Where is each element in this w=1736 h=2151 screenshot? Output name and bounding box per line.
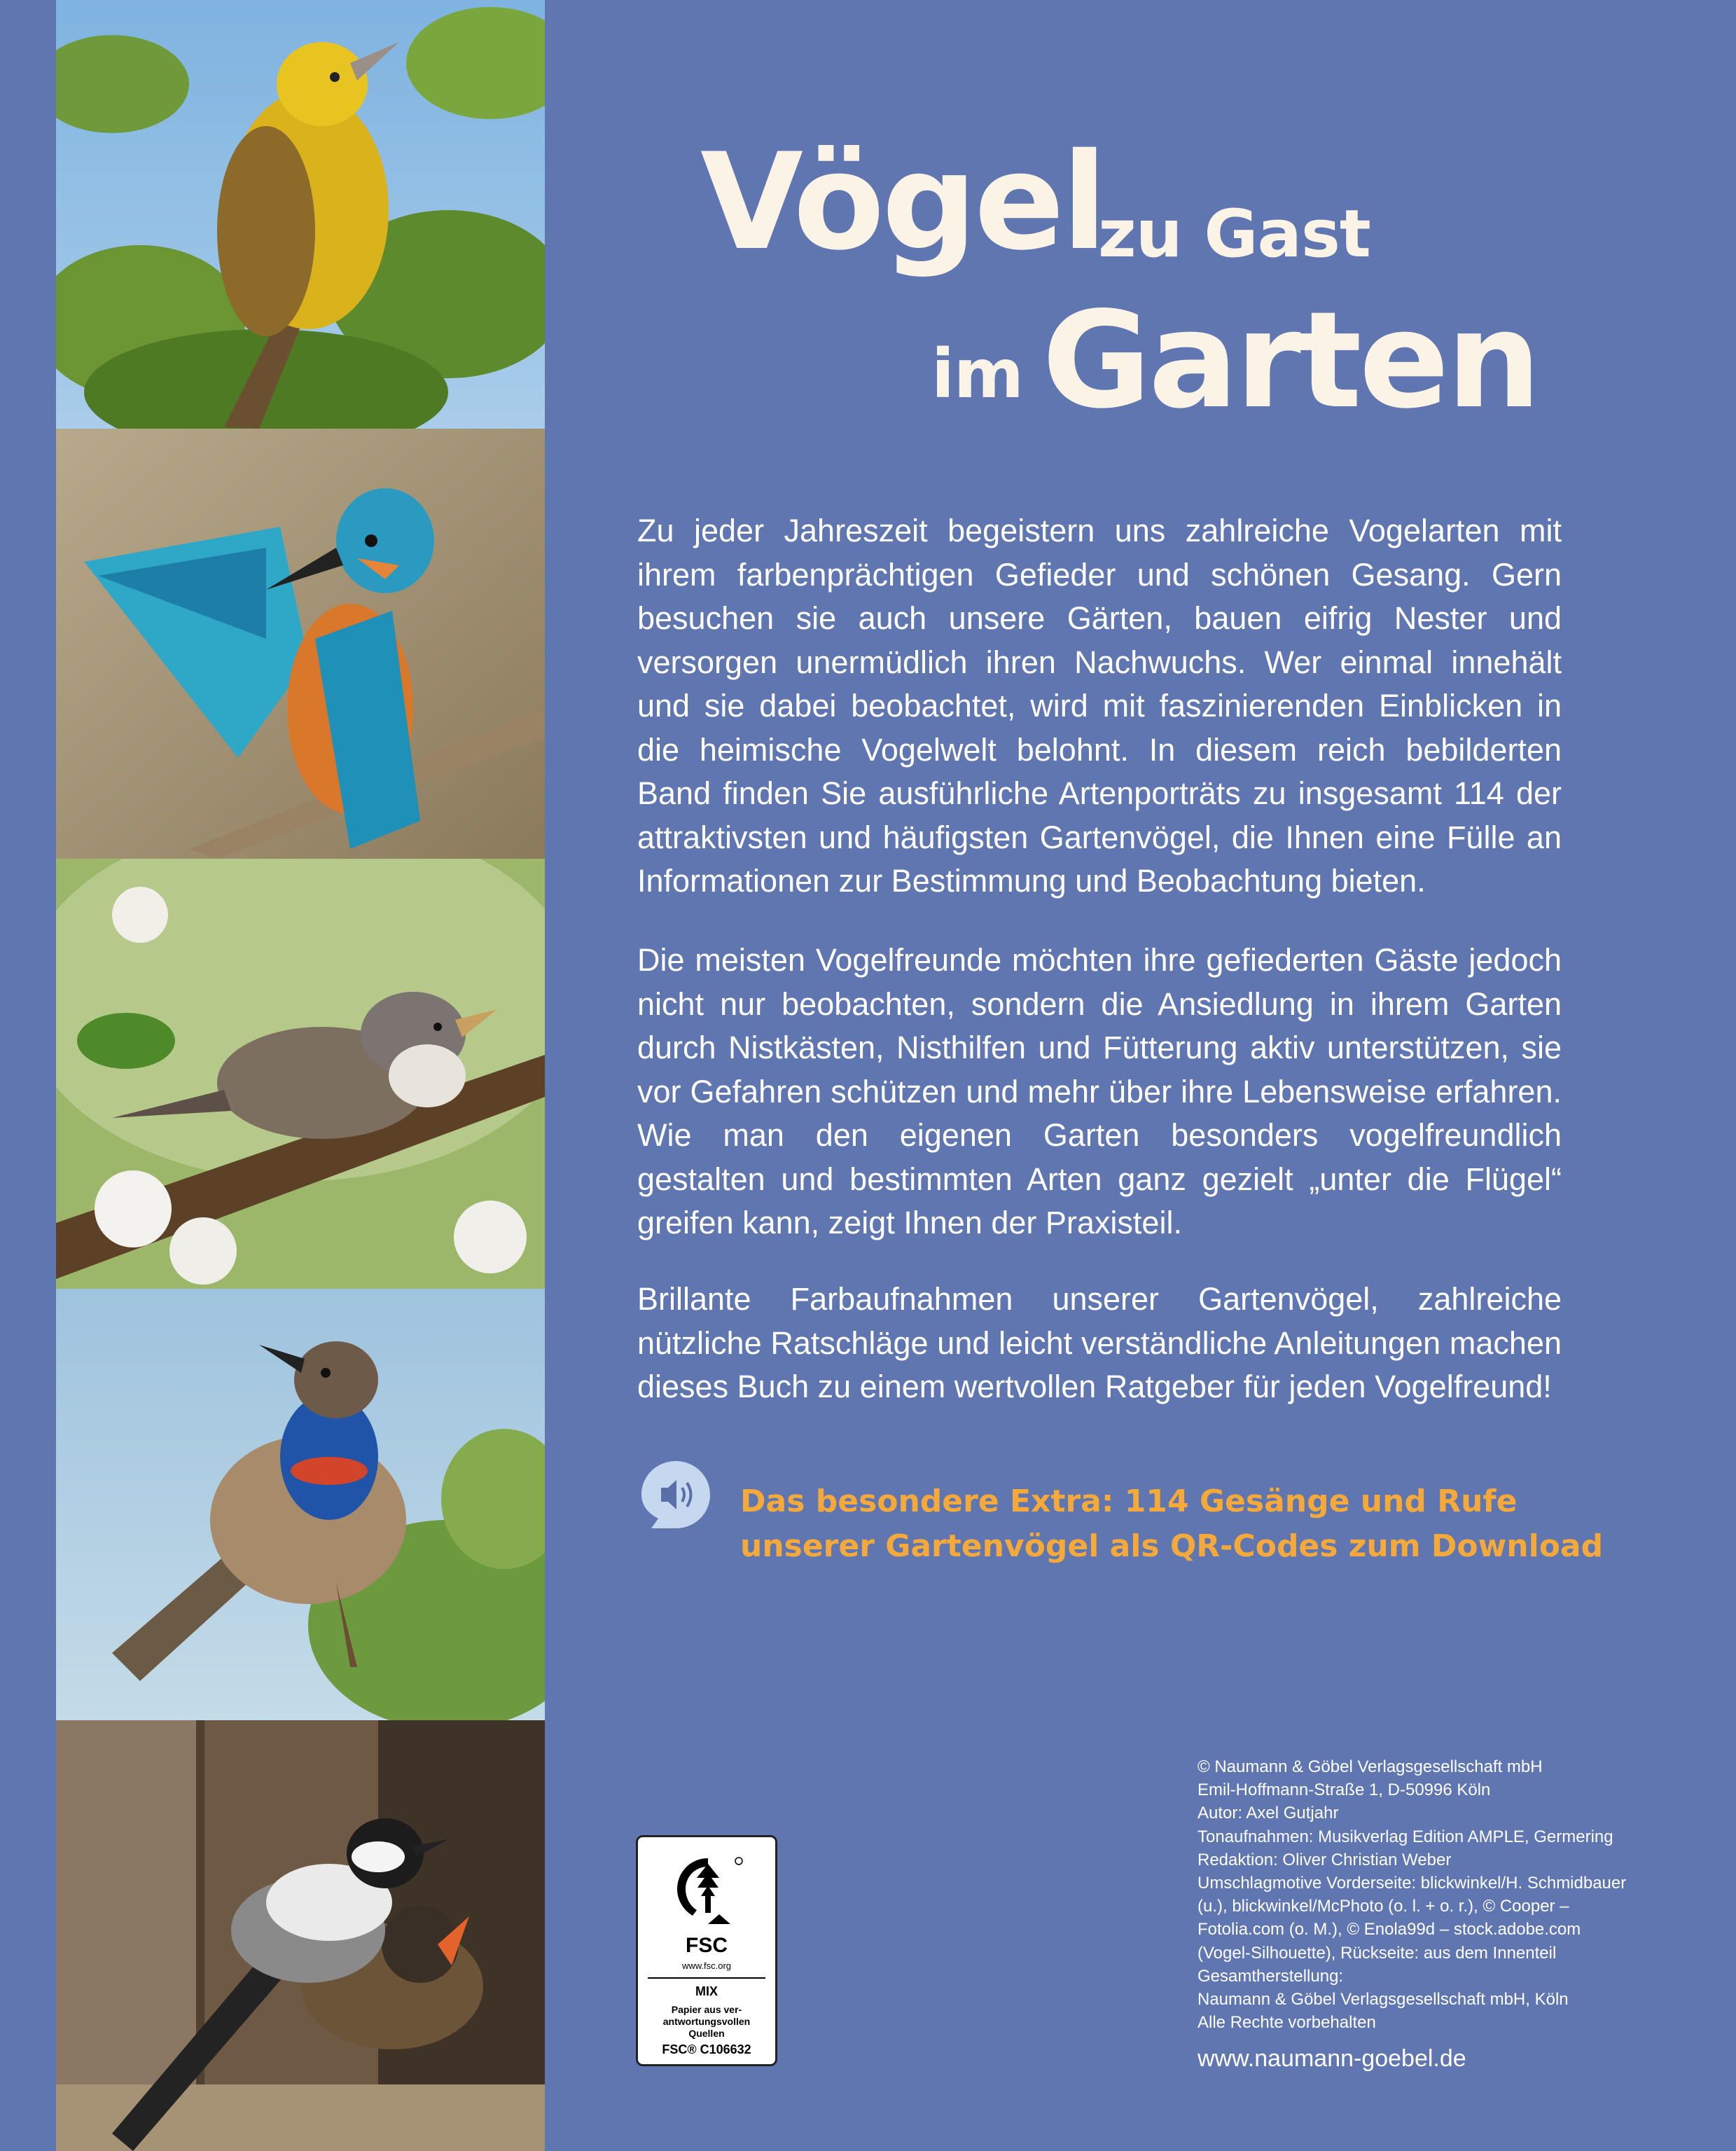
title-zu-gast: zu Gast — [1098, 196, 1370, 272]
imprint-line: Tonaufnahmen: Musikverlag Edition AMPLE, Germering — [1197, 1827, 1613, 1846]
website-link[interactable]: www.naumann-goebel.de — [1197, 2045, 1466, 2072]
imprint-line: (Vogel-Silhouette), Rückseite: aus dem Innenteil — [1197, 1943, 1557, 1963]
fsc-tree-icon — [666, 1854, 750, 1931]
imprint-line: © Naumann & Göbel Verlagsgesellschaft mbH — [1197, 1757, 1543, 1776]
fsc-mix: MIX — [695, 1984, 718, 1998]
title-garten: Garten — [1042, 283, 1539, 438]
paragraph-intro: Zu jeder Jahreszeit begeistern uns zahlreiche Vogelarten mit ihrem farbenprächtigen Gefieder und schönen Gesang. Gern besuchen sie auch unsere Gärten, bauen eifrig Nester und versorgen unermüdlich ihren Nachwuchs. Wer einmal innehält und sie dabei beobachtet, wird mit faszinierenden Einblicken in die heimische Vogelwelt belohnt. In diesem reich bebilderten Band finden Sie ausführliche Artenporträts zu insgesamt 114 der attraktivsten und häufigsten Gartenvögel, die Ihnen eine Fülle an Informationen zur Bestimmung und Beobachtung bieten. — [637, 513, 1562, 899]
fsc-divider — [648, 1977, 765, 1979]
imprint-line: Naumann & Göbel Verlagsgesellschaft mbH, Köln — [1197, 1990, 1569, 2010]
photo-bluethroat — [56, 1289, 545, 1720]
fsc-label — [636, 1835, 777, 2066]
imprint-line: (u.), blickwinkel/McPhoto (o. l. + o. r.), © Cooper – — [1197, 1897, 1569, 1916]
photo-wagtail — [56, 1720, 545, 2151]
imprint-line: Emil-Hoffmann-Straße 1, D-50996 Köln — [1197, 1780, 1491, 1800]
fsc-url: www.fsc.org — [681, 1960, 732, 1971]
imprint-line: Redaktion: Oliver Christian Weber — [1197, 1850, 1452, 1869]
imprint — [1197, 1755, 1688, 2034]
fsc-name: FSC — [686, 1934, 728, 1957]
speaker-icon — [637, 1457, 714, 1534]
imprint-line: Gesamtherstellung: — [1197, 1966, 1344, 1986]
photo-kingfisher — [56, 429, 545, 859]
extra-line-2: unserer Gartenvögel als QR-Codes zum Download — [740, 1528, 1604, 1564]
imprint-line: Autor: Axel Gutjahr — [1197, 1804, 1339, 1823]
title-im: im — [931, 335, 1023, 413]
photo-whitethroat — [56, 859, 545, 1289]
imprint-line: Alle Rechte vorbehalten — [1197, 2013, 1376, 2033]
imprint-line: Fotolia.com (o. M.), © Enola99d – stock.adobe.com — [1197, 1920, 1581, 1939]
photo-strip — [56, 0, 545, 2151]
extra-note — [740, 1479, 1604, 1569]
fsc-paper-text: Papier aus ver-antwortungsvollen Quellen — [662, 2004, 751, 2039]
paragraph-summary: Brillante Farbaufnahmen unserer Gartenvögel, zahlreiche nützliche Ratschläge und leicht verständliche Anleitungen machen dieses Buch zu einem wertvollen Ratgeber für jeden Vogelfreund! — [637, 1281, 1562, 1404]
fsc-code: FSC® C106632 — [662, 2042, 751, 2056]
extra-line-1: Das besondere Extra: 114 Gesänge und Rufe — [740, 1483, 1518, 1519]
imprint-line: Umschlagmotive Vorderseite: blickwinkel/H. Schmidbauer — [1197, 1874, 1627, 1893]
paragraph-practice: Die meisten Vogelfreunde möchten ihre gefiederten Gäste jedoch nicht nur beobachten, sondern die Ansiedlung in ihrem Garten durch Nistkästen, Nisthilfen und Fütterung aktiv unterstützen, sie vor Gefahren schützen und mehr über ihre Lebensweise erfahren. Wie man den eigenen Garten besonders vogelfreundlich gestalten und bestimmten Arten ganz gezielt „unter die Flügel“ greifen kann, zeigt Ihnen der Praxisteil. — [637, 942, 1562, 1240]
photo-yellowhammer — [56, 0, 545, 429]
title-voegel: Vögel — [700, 125, 1105, 279]
